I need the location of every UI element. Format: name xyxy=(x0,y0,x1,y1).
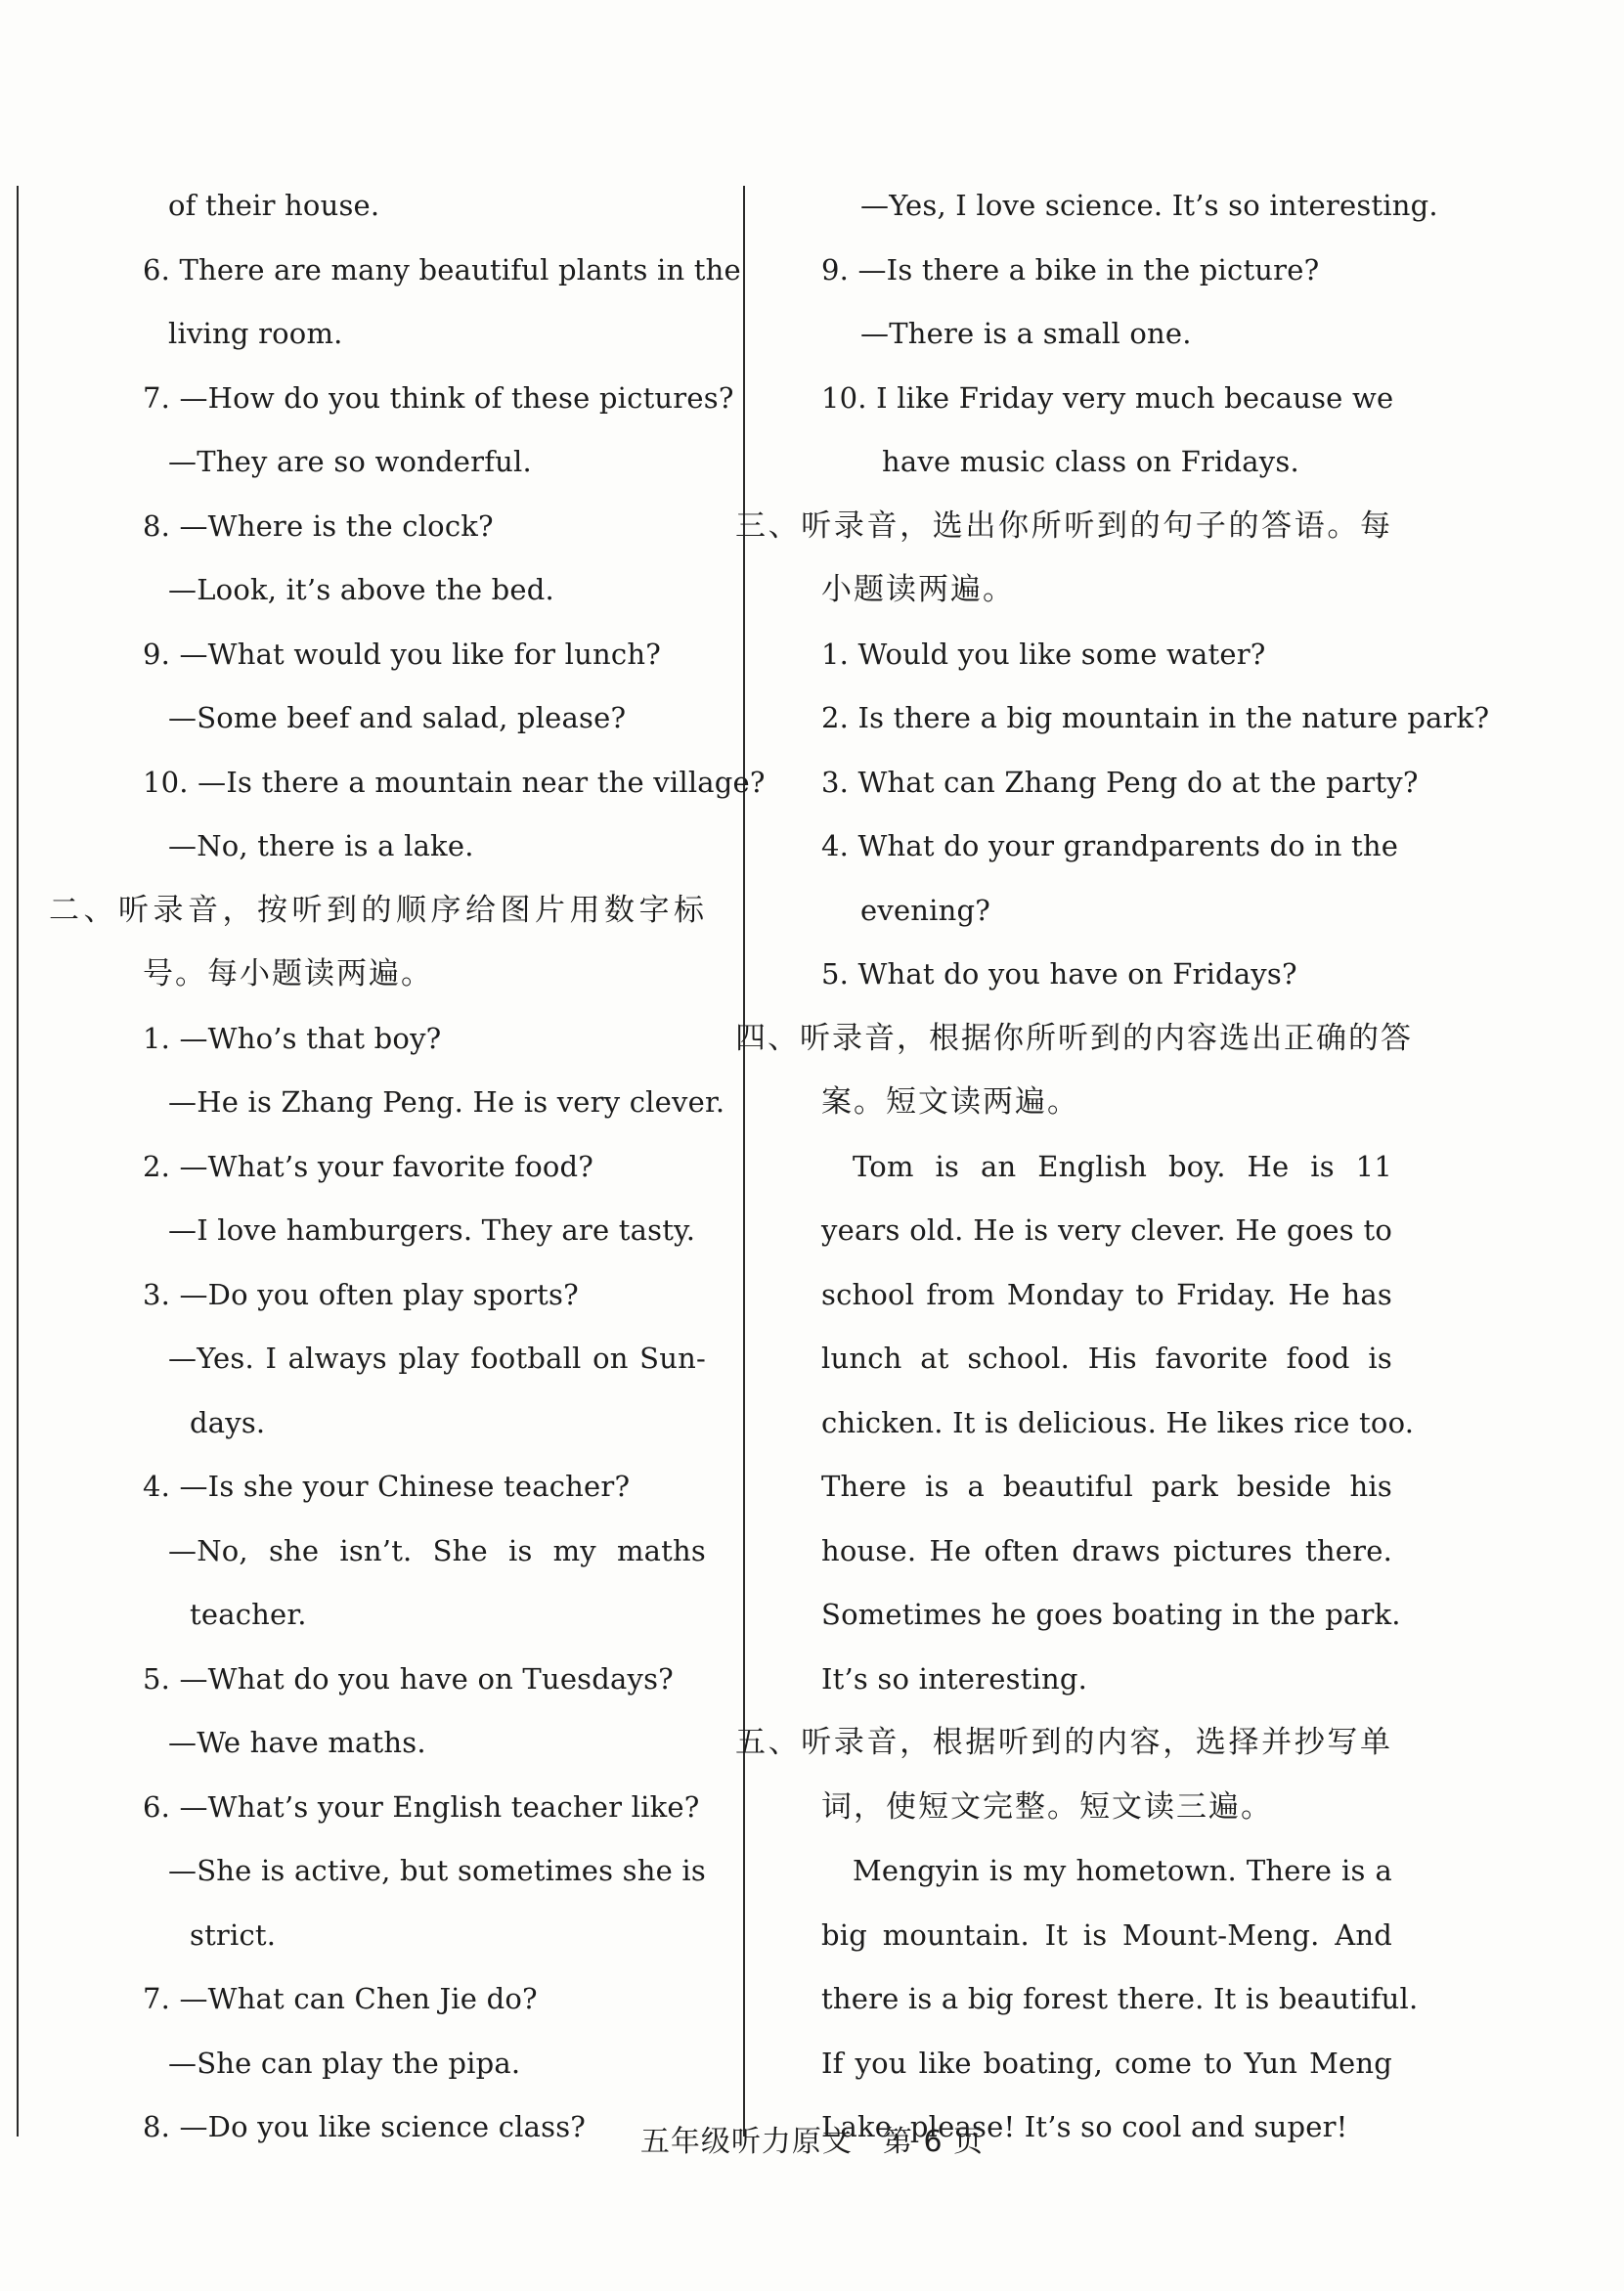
text-line: teacher. xyxy=(190,1598,307,1631)
text-line: There is a beautiful park beside his xyxy=(821,1470,1392,1503)
text-line: 9. —What would you like for lunch? xyxy=(143,637,661,671)
text-line: of their house. xyxy=(168,189,380,222)
text-line: 6. —What’s your English teacher like? xyxy=(143,1789,700,1824)
text-line: evening? xyxy=(860,893,991,927)
text-line: lunch at school. His favorite food is xyxy=(821,1342,1392,1375)
text-line: there is a big forest there. It is beautiful. xyxy=(821,1982,1419,2015)
text-line: —Yes, I love science. It’s so interesting. xyxy=(860,189,1438,222)
text-line: 4. —Is she your Chinese teacher? xyxy=(143,1470,631,1503)
text-line: 四、听录音，根据你所听到的内容选出正确的答 xyxy=(735,1020,1413,1056)
text-line: years old. He is very clever. He goes to xyxy=(821,1213,1392,1247)
text-line: have music class on Fridays. xyxy=(882,445,1299,478)
text-line: 5. —What do you have on Tuesdays? xyxy=(143,1661,674,1696)
left-margin-rule xyxy=(17,186,19,2137)
text-line: Lake, please! It’s so cool and super! xyxy=(821,2110,1348,2143)
text-line: chicken. It is delicious. He likes rice too. xyxy=(821,1405,1415,1439)
text-line: —She can play the pipa. xyxy=(168,2046,521,2080)
text-line: Tom is an English boy. He is 11 xyxy=(853,1149,1392,1183)
text-line: 8. —Do you like science class? xyxy=(143,2110,587,2143)
text-line: 号。每小题读两遍。 xyxy=(143,956,433,991)
text-line: 三、听录音，选出你所听到的句子的答语。每 xyxy=(735,507,1392,544)
text-line: 5. What do you have on Fridays? xyxy=(821,957,1297,991)
text-line: —No, there is a lake. xyxy=(168,829,474,862)
text-line: 10. —Is there a mountain near the village? xyxy=(143,765,766,799)
text-line: 小题读两遍。 xyxy=(821,572,1015,607)
right-column xyxy=(735,179,1490,2165)
text-line: big mountain. It is Mount-Meng. And xyxy=(821,1917,1392,1952)
text-line: 词，使短文完整。短文读三遍。 xyxy=(821,1788,1273,1825)
text-line: Sometimes he goes boating in the park. xyxy=(821,1598,1401,1631)
text-line: —I love hamburgers. They are tasty. xyxy=(168,1213,696,1247)
text-line: house. He often draws pictures there. xyxy=(821,1533,1392,1567)
text-line: Mengyin is my hometown. There is a xyxy=(853,1854,1392,1887)
text-line: 6. There are many beautiful plants in the xyxy=(143,252,741,286)
text-line: —Look, it’s above the bed. xyxy=(168,573,554,606)
text-line: 7. —How do you think of these pictures? xyxy=(143,380,734,415)
text-line: living room. xyxy=(168,317,343,350)
text-line: —There is a small one. xyxy=(860,317,1192,350)
text-line: 3. What can Zhang Peng do at the party? xyxy=(821,765,1419,799)
text-line: 8. —Where is the clock? xyxy=(143,508,494,543)
text-line: —Some beef and salad, please? xyxy=(168,701,627,734)
text-line: 7. —What can Chen Jie do? xyxy=(143,1982,538,2015)
text-line: 10. I like Friday very much because we xyxy=(821,380,1394,415)
text-line: 9. —Is there a bike in the picture? xyxy=(821,252,1320,286)
text-line: 3. —Do you often play sports? xyxy=(143,1277,579,1311)
page-footer: 五年级听力原文 第 6 页 xyxy=(639,2125,985,2159)
text-line: 1. —Who’s that boy? xyxy=(143,1021,442,1055)
text-line: 1. Would you like some water? xyxy=(821,637,1266,671)
text-line: 2. —What’s your favorite food? xyxy=(143,1149,594,1183)
text-line: strict. xyxy=(190,1917,277,1952)
text-line: —They are so wonderful. xyxy=(168,445,532,478)
text-line: 五、听录音，根据听到的内容，选择并抄写单 xyxy=(735,1725,1392,1760)
text-line: —We have maths. xyxy=(168,1726,426,1759)
text-line: It’s so interesting. xyxy=(821,1661,1088,1696)
text-line: 案。短文读两遍。 xyxy=(821,1084,1079,1120)
text-line: 2. Is there a big mountain in the nature park? xyxy=(821,701,1490,734)
left-column xyxy=(49,179,766,2165)
text-line: —Yes. I always play football on Sun- xyxy=(168,1342,706,1375)
text-line: school from Monday to Friday. He has xyxy=(821,1277,1392,1311)
text-line: 4. What do your grandparents do in the xyxy=(821,829,1399,862)
text-line: —He is Zhang Peng. He is very clever. xyxy=(168,1085,725,1119)
text-line: 二、听录音，按听到的顺序给图片用数字标 xyxy=(49,892,706,928)
text-line: —She is active, but sometimes she is xyxy=(168,1854,706,1887)
text-line: —No, she isn’t. She is my maths xyxy=(168,1533,706,1567)
text-line: If you like boating, come to Yun Meng xyxy=(821,2046,1392,2080)
text-line: days. xyxy=(190,1405,266,1439)
